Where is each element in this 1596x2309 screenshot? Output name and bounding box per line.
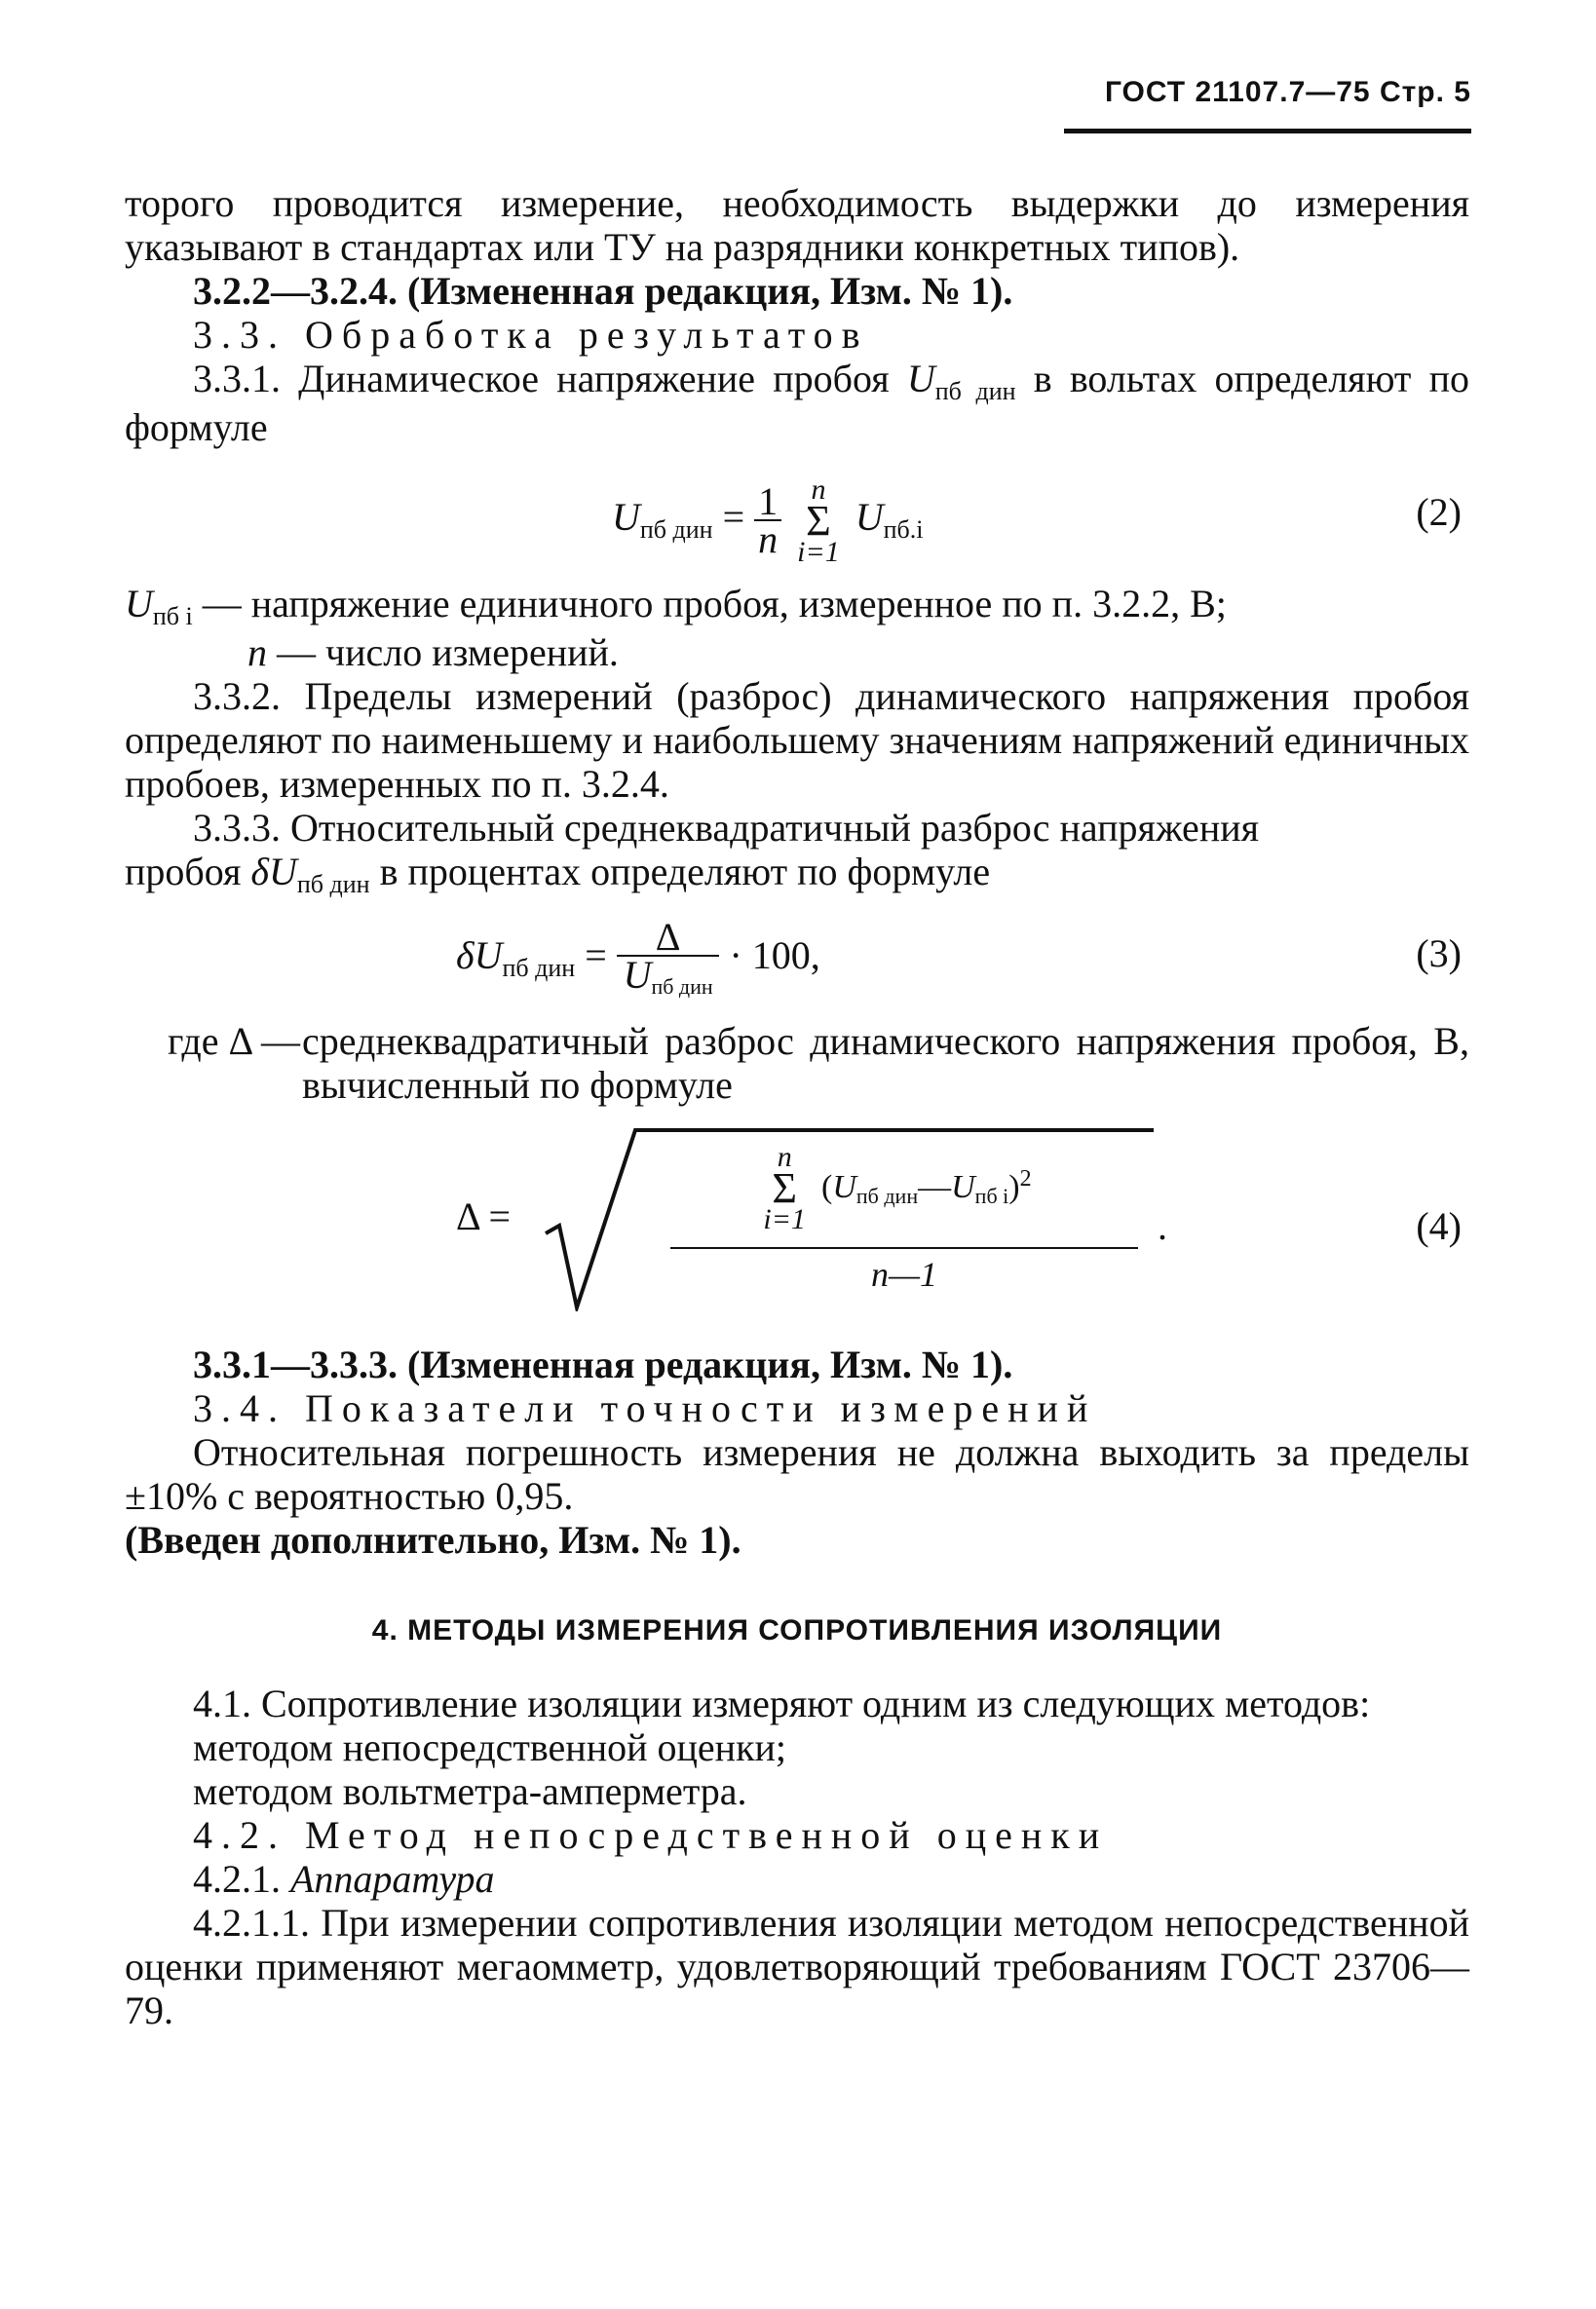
symbol-n: n bbox=[247, 630, 267, 674]
subsection-heading-processing: 3.3. Обработка результатов bbox=[193, 313, 869, 357]
where-text: среднеквадратичный разброс динамического напряжения пробоя, В, вычисленный по формуле bbox=[302, 1019, 1469, 1107]
symbol-u: U bbox=[623, 953, 652, 997]
where-label: где Δ — bbox=[168, 1019, 301, 1063]
symbol-subscript: пб i bbox=[974, 1184, 1009, 1209]
symbol-u: U bbox=[951, 1169, 975, 1206]
document-body bbox=[125, 181, 1469, 2032]
paragraph-4-2-1-1: 4.2.1.1. При измерении сопротивления изоляции методом непосредственной оценки применяют мегаомметр, удовлетворяющий требованиям ГОСТ 23706—79. bbox=[125, 1901, 1469, 2032]
symbol-subscript: пб i bbox=[152, 602, 193, 630]
fraction-1-over-n bbox=[754, 479, 781, 561]
exponent: 2 bbox=[1019, 1166, 1032, 1192]
subsection-heading-accuracy: 3.4. Показатели точности измерений bbox=[193, 1386, 1097, 1430]
symbol-u: U bbox=[832, 1169, 856, 1206]
fraction-delta-over-u bbox=[617, 915, 720, 1000]
paragraph-3-3-3-cont bbox=[125, 850, 1469, 898]
sigma-symbol: Σ bbox=[806, 497, 831, 545]
definition-n bbox=[125, 630, 1469, 674]
fraction-numerator: Δ bbox=[617, 920, 720, 957]
fraction-denominator bbox=[617, 953, 720, 1000]
formula-period: . bbox=[1158, 1204, 1167, 1248]
symbol-delta-u: δU bbox=[456, 933, 503, 978]
paragraph-continuation: торого проводится измерение, необходимость выдержки до измерения указывают в стандартах или ТУ на разрядники конкретных типов). bbox=[125, 181, 1469, 269]
sum-term bbox=[821, 1166, 1032, 1209]
symbol-subscript: пб дин bbox=[502, 954, 576, 983]
sum-lower: i=1 bbox=[797, 536, 840, 568]
formula-2-body bbox=[612, 473, 924, 568]
subsection-heading-direct: 4.2. Метод непосредственной оценки bbox=[193, 1813, 1109, 1857]
amendment-note: 3.3.1—3.3.3. (Измененная редакция, Изм. № 1). bbox=[193, 1343, 1013, 1386]
formula-2 bbox=[125, 463, 1469, 570]
definition-u bbox=[125, 582, 1469, 630]
method-item: методом непосредственной оценки; bbox=[193, 1725, 787, 1769]
symbol-u: U bbox=[906, 357, 935, 400]
symbol-subscript: пб дин bbox=[934, 377, 1016, 405]
symbol-subscript: пб дин bbox=[296, 870, 370, 898]
equals-sign: = bbox=[585, 933, 617, 978]
paragraph-text: 3.3.1. Динамическое напряжение пробоя bbox=[193, 357, 907, 400]
paragraph-text: в вольтах определяют по формуле bbox=[125, 357, 1469, 449]
amendment-note: (Введен дополнительно, Изм. № 1). bbox=[125, 1518, 741, 1562]
symbol-u: U bbox=[855, 495, 884, 540]
symbol-delta: Δ bbox=[456, 1194, 479, 1238]
fraction-numerator: 1 bbox=[754, 484, 781, 521]
sigma-symbol: Σ bbox=[772, 1164, 797, 1212]
paragraph-3-3-1 bbox=[125, 357, 1469, 449]
paragraph-3-3-3: 3.3.3. Относительный среднеквадратичный разброс напряжения bbox=[193, 806, 1260, 850]
paragraph-3-4: Относительная погрешность измерения не должна выходить за пределы ±10% с вероятностью 0,95. bbox=[125, 1430, 1469, 1518]
summation bbox=[763, 1141, 806, 1235]
symbol-subscript: пб дин bbox=[651, 974, 713, 999]
equals-sign: = bbox=[478, 1194, 512, 1238]
equals-sign: = bbox=[722, 495, 755, 540]
symbol-u: U bbox=[612, 495, 640, 540]
sum-lower: i=1 bbox=[763, 1203, 806, 1235]
amendment-note: 3.2.2—3.2.4. (Измененная редакция, Изм. № 1). bbox=[193, 269, 1013, 313]
fraction-denominator: n—1 bbox=[870, 1255, 937, 1294]
paragraph-text: в процентах определяют по формуле bbox=[369, 850, 991, 893]
delta-lhs bbox=[456, 1194, 511, 1238]
symbol-u: U bbox=[125, 582, 153, 625]
fraction-denominator: n bbox=[758, 517, 779, 561]
subheading-italic: Аппаратура bbox=[290, 1857, 495, 1901]
formula-number: (2) bbox=[1416, 490, 1462, 534]
summation bbox=[797, 473, 840, 568]
definition-text: — напряжение единичного пробоя, измеренное по п. 3.2.2, В; bbox=[192, 582, 1227, 625]
formula-4-numerator bbox=[651, 1141, 1138, 1235]
open-paren: ( bbox=[821, 1169, 833, 1206]
page-header: ГОСТ 21107.7—75 Стр. 5 bbox=[1104, 76, 1471, 108]
where-clause bbox=[125, 1019, 1469, 1107]
times-hundred: · 100, bbox=[729, 933, 820, 978]
section-heading-4: 4. МЕТОДЫ ИЗМЕРЕНИЯ СОПРОТИВЛЕНИЯ ИЗОЛЯЦИИ bbox=[371, 1614, 1223, 1647]
paragraph-text: пробоя bbox=[125, 850, 251, 893]
paragraph-3-3-2: 3.3.2. Пределы измерений (разброс) динамического напряжения пробоя определяют по наименьшему и наибольшему значениям напряжений единичных пробоев, измеренных по п. 3.2.4. bbox=[125, 674, 1469, 806]
formula-number: (3) bbox=[1416, 931, 1462, 975]
symbol-subscript: пб дин bbox=[855, 1184, 919, 1209]
header-rule bbox=[1064, 129, 1471, 133]
formula-4 bbox=[125, 1126, 1469, 1321]
symbol-subscript: пб дин bbox=[639, 515, 713, 545]
formula-3-body bbox=[456, 915, 820, 1000]
symbol-delta-u: δU bbox=[250, 850, 297, 893]
symbol-subscript: пб.i bbox=[883, 515, 924, 545]
fraction-bar bbox=[670, 1247, 1138, 1249]
definition-text: — число измерений. bbox=[267, 630, 619, 674]
formula-number: (4) bbox=[1416, 1204, 1462, 1248]
method-item: методом вольтметра-амперметра. bbox=[193, 1769, 747, 1813]
close-paren: ) bbox=[1008, 1169, 1020, 1206]
paragraph-4-2-1 bbox=[125, 1857, 1469, 1901]
minus-sign: — bbox=[918, 1169, 952, 1206]
sum-upper: n bbox=[777, 1141, 792, 1173]
formula-3 bbox=[125, 908, 1469, 1005]
paragraph-4-1: 4.1. Сопротивление изоляции измеряют одним из следующих методов: bbox=[193, 1682, 1371, 1725]
sum-upper: n bbox=[811, 473, 826, 506]
paragraph-number: 4.2.1. bbox=[193, 1857, 290, 1901]
